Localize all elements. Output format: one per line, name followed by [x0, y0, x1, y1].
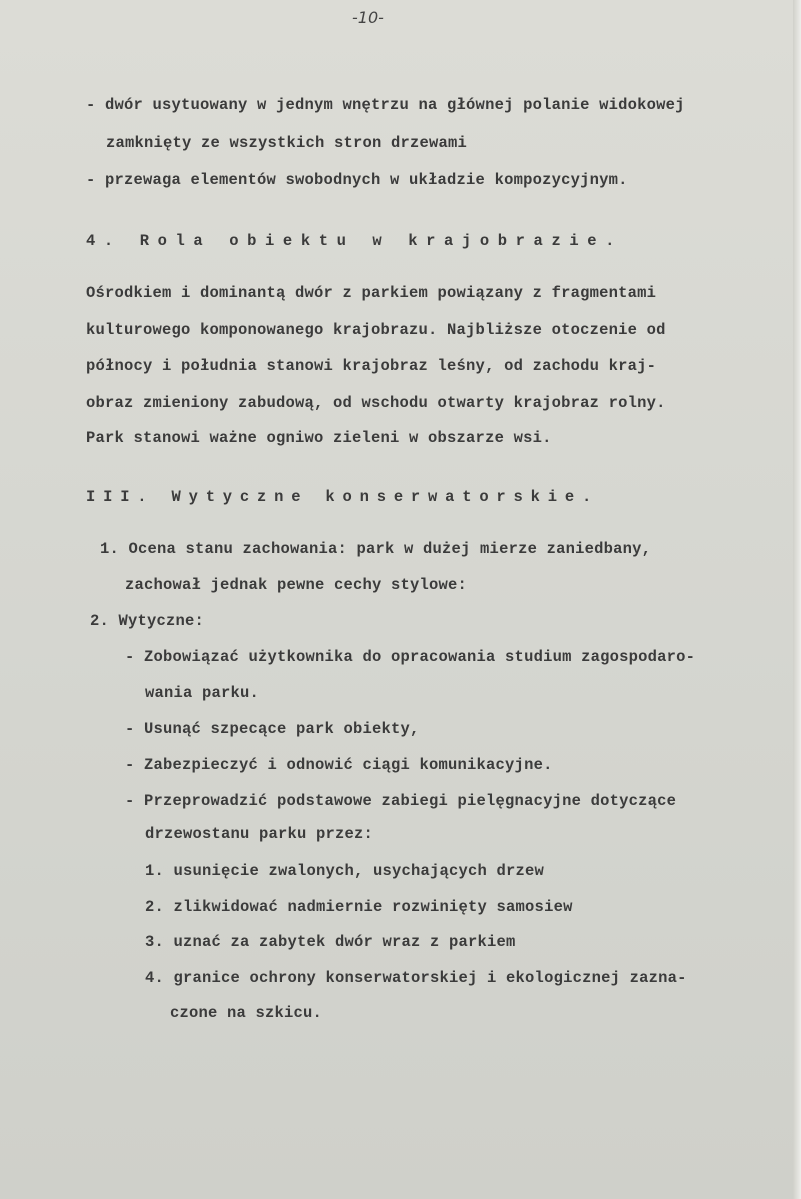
- section-4-line-3: północy i południa stanowi krajobraz leśny, od zachodu kraj-: [86, 357, 657, 375]
- intro-line-2: zamknięty ze wszystkich stron drzewami: [106, 134, 468, 152]
- item-2-label: 2. Wytyczne:: [90, 612, 205, 630]
- item-1-line-2: zachował jednak pewne cechy stylowe:: [125, 576, 468, 594]
- sub-item-1: 1. usunięcie zwalonych, usychających drzew: [145, 862, 545, 880]
- item-1-line-1: 1. Ocena stanu zachowania: park w dużej mierze zaniedbany,: [100, 540, 652, 558]
- section-4-line-2: kulturowego komponowanego krajobrazu. Najbliższe otoczenie od: [86, 321, 666, 339]
- intro-line-3: - przewaga elementów swobodnych w układzie kompozycyjnym.: [86, 171, 628, 189]
- section-4-line-4: obraz zmieniony zabudową, od wschodu otwarty krajobraz rolny.: [86, 394, 666, 412]
- guideline-3: - Zabezpieczyć i odnowić ciągi komunikacyjne.: [125, 756, 553, 774]
- sub-item-2: 2. zlikwidować nadmiernie rozwinięty samosiew: [145, 898, 573, 916]
- intro-line-1: - dwór usytuowany w jednym wnętrzu na głównej polanie widokowej: [86, 96, 685, 114]
- section-4-line-5: Park stanowi ważne ogniwo zieleni w obszarze wsi.: [86, 429, 552, 447]
- section-4-heading: 4. Rola obiektu w krajobrazie.: [86, 232, 624, 250]
- sub-item-3: 3. uznać za zabytek dwór wraz z parkiem: [145, 933, 516, 951]
- guideline-2: - Usunąć szpecące park obiekty,: [125, 720, 420, 738]
- guideline-1-line-2: wania parku.: [145, 684, 260, 702]
- section-4-line-1: Ośrodkiem i dominantą dwór z parkiem powiązany z fragmentami: [86, 284, 657, 302]
- page-number: -10-: [352, 8, 384, 27]
- page-edge: [793, 0, 801, 1199]
- sub-item-4-line-2: czone na szkicu.: [170, 1004, 323, 1022]
- guideline-4-line-1: - Przeprowadzić podstawowe zabiegi pielęgnacyjne dotyczące: [125, 792, 677, 810]
- sub-item-4-line-1: 4. granice ochrony konserwatorskiej i ekologicznej zazna-: [145, 969, 687, 987]
- section-3-heading: III. Wytyczne konserwatorskie.: [86, 488, 600, 506]
- guideline-1-line-1: - Zobowiązać użytkownika do opracowania studium zagospodaro-: [125, 648, 696, 666]
- guideline-4-line-2: drzewostanu parku przez:: [145, 825, 374, 843]
